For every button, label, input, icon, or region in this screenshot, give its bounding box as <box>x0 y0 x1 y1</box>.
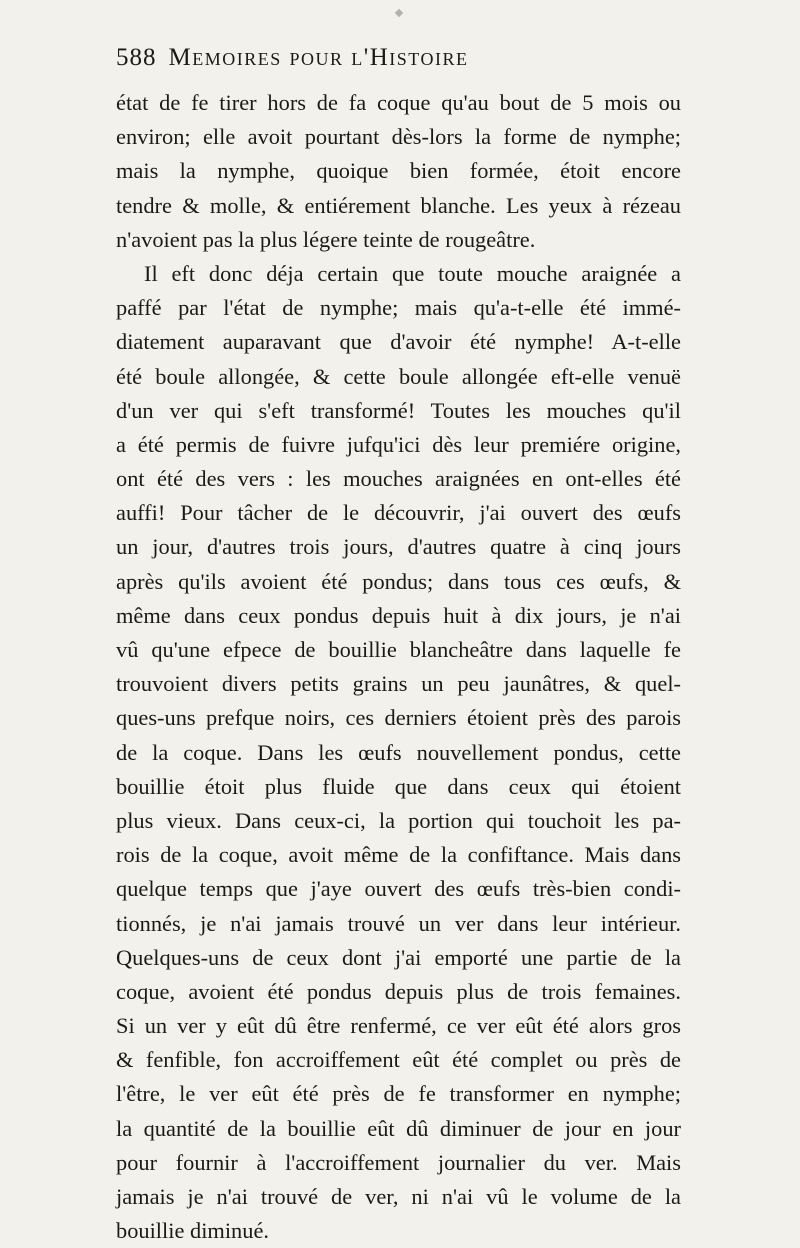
text-line: tionnés, je n'ai jamais trouvé un ver dans leur intérieur. <box>116 910 681 936</box>
text-line: l'être, le ver eût été près de fe transformer en nymphe; <box>116 1081 681 1107</box>
text-line: n'avoient pas la plus légere teinte de rougeâtre. <box>116 226 536 252</box>
text-line: Il eft donc déja certain que toute mouche araignée a <box>144 260 681 286</box>
text-line: trouvoient divers petits grains un peu jaunâtres, & quel- <box>116 671 681 697</box>
text-line: a été permis de fuivre jufqu'ici dès leur premiére origine, <box>116 431 681 457</box>
text-line: paffé par l'état de nymphe; mais qu'a-t-elle été immé- <box>116 295 681 321</box>
body-text <box>116 86 681 1248</box>
text-line: Quelques-uns de ceux dont j'ai emporté une partie de la <box>116 944 681 970</box>
text-line: environ; elle avoit pourtant dès-lors la forme de nymphe; <box>116 124 681 150</box>
text-line: même dans ceux pondus depuis huit à dix jours, je n'ai <box>116 602 681 628</box>
text-line: bouillie étoit plus fluide que dans ceux qui étoient <box>116 773 681 799</box>
text-line: un jour, d'autres trois jours, d'autres quatre à cinq jours <box>116 534 681 560</box>
text-line: d'un ver qui s'eft transformé! Toutes les mouches qu'il <box>116 397 681 423</box>
text-line: la quantité de la bouillie eût dû diminuer de jour en jour <box>116 1115 681 1141</box>
page-number: 588 <box>116 44 157 71</box>
text-line: tendre & molle, & entiérement blanche. Les yeux à rézeau <box>116 192 681 218</box>
text-line: bouillie diminué. <box>116 1218 269 1244</box>
text-line: état de fe tirer hors de fa coque qu'au bout de 5 mois ou <box>116 90 681 115</box>
ink-speck <box>395 9 403 17</box>
text-line: vû qu'une efpece de bouillie blancheâtre dans laquelle fe <box>116 637 681 662</box>
text-line: pour fournir à l'accroiffement journalier du ver. Mais <box>116 1149 681 1175</box>
text-line: & fenfible, fon accroiffement eût été complet ou près de <box>116 1047 681 1073</box>
page-header <box>116 44 681 84</box>
text-line: après qu'ils avoient été pondus; dans tous ces œufs, & <box>116 568 681 594</box>
text-line: de la coque. Dans les œufs nouvellement pondus, cette <box>116 739 681 765</box>
text-line: rois de la coque, avoit même de la confiftance. Mais dans <box>116 842 681 868</box>
text-line: quelque temps que j'aye ouvert des œufs très-bien condi- <box>116 876 681 902</box>
text-line: auffi! Pour tâcher de le découvrir, j'ai ouvert des œufs <box>116 500 681 526</box>
text-line: été boule allongée, & cette boule allongée eft-elle venuë <box>116 363 681 389</box>
text-line: mais la nymphe, quoique bien formée, étoit encore <box>116 158 681 184</box>
text-line: plus vieux. Dans ceux-ci, la portion qui touchoit les pa- <box>116 807 681 833</box>
text-line: Si un ver y eût dû être renfermé, ce ver eût été alors gros <box>116 1013 681 1039</box>
text-line: coque, avoient été pondus depuis plus de trois femaines. <box>116 978 681 1004</box>
text-line: ques-uns prefque noirs, ces derniers étoient près des parois <box>116 705 681 731</box>
text-line: ont été des vers : les mouches araignées en ont-elles été <box>116 466 681 492</box>
text-line: diatement auparavant que d'avoir été nymphe! A-t-elle <box>116 329 681 355</box>
text-line: jamais je n'ai trouvé de ver, ni n'ai vû le volume de la <box>116 1184 681 1209</box>
running-title: Memoires pour l'Histoire <box>168 44 469 71</box>
